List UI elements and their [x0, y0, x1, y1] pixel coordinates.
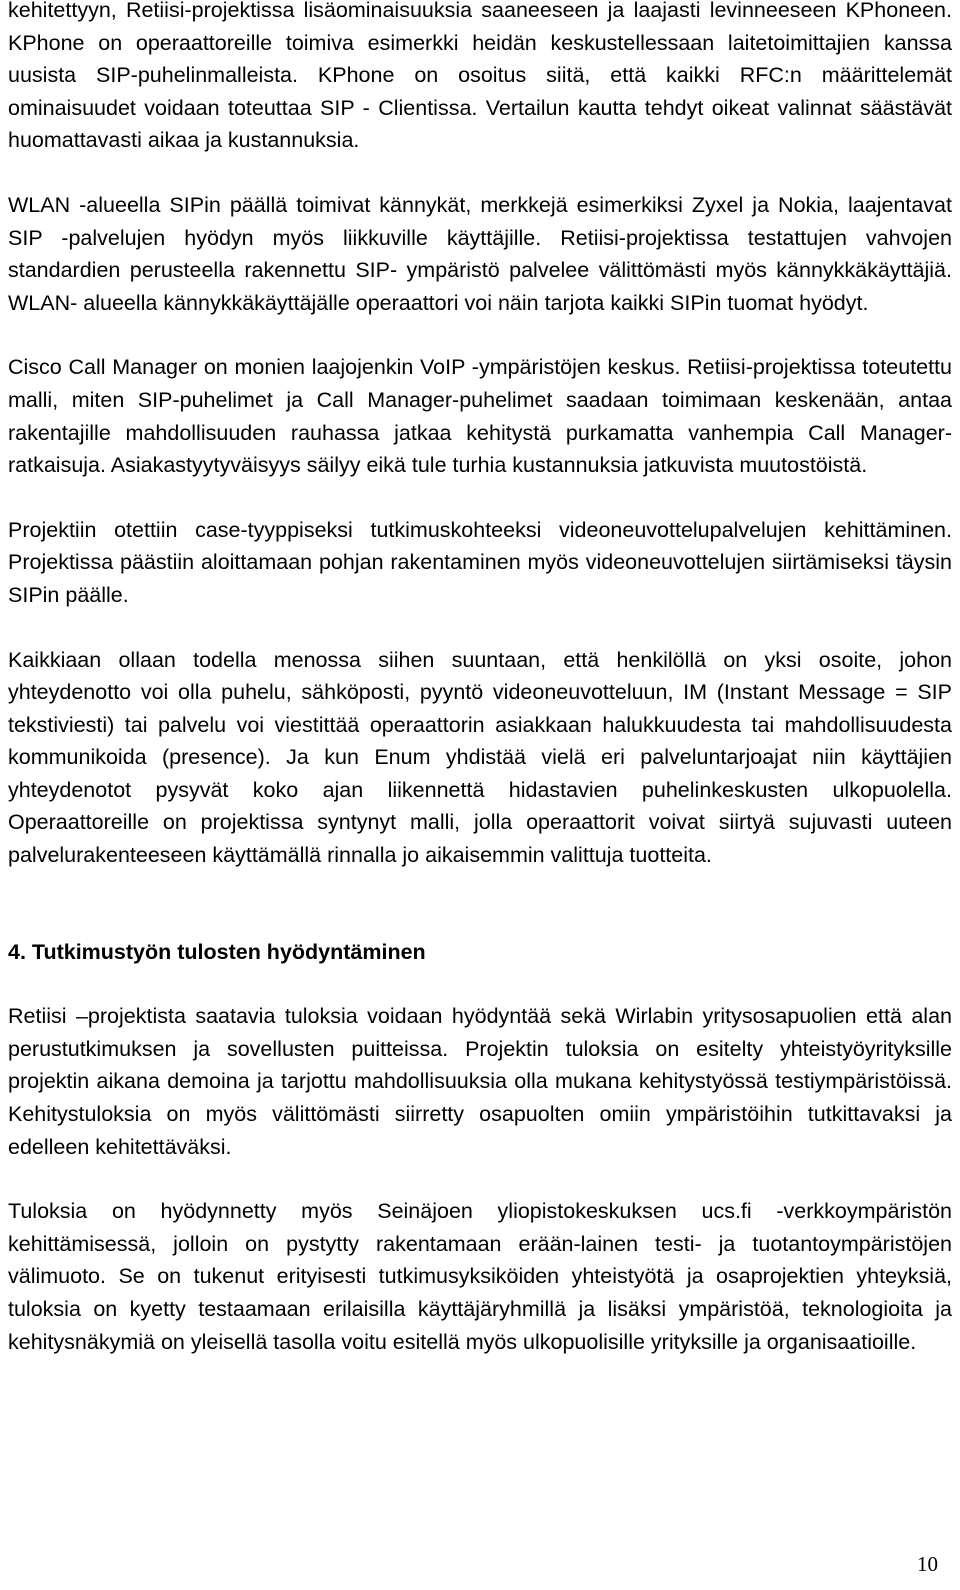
paragraph-cisco: Cisco Call Manager on monien laajojenkin VoIP -ympäristöjen keskus. Retiisi-projektissa toteutettu malli, miten SIP-puhelimet ja Call Manager-puhelimet saadaan toimimaan keskenään, antaa rakentajille mahdollisuuden rauhassa jatkaa kehitystä purkamatta vanhempia Call Manager-ratkaisuja. Asiakastyytyväisyys säilyy eikä tule turhia kustannuksia jatkuvista muutostöistä.	[8, 355, 952, 478]
paragraph-seinajoki: Tuloksia on hyödynnetty myös Seinäjoen yliopistokeskuksen ucs.fi -verkkoympäristön kehittämisessä, jolloin on pystytty rakentamaan erään-lainen testi- ja tuotantoympäristöjen välimuoto. Se on tukenut erityisesti tutkimusyksiköiden yhteistyötä ja osaprojektien yhteyksiä, tuloksia on kyetty testaamaan erilaisilla käyttäjäryhmillä ja lisäksi ympäristöä, teknologioita ja kehitysnäkymiä on yleisellä tasolla voitu esitellä myös ulkopuolisille yrityksille ja organisaatioille.	[8, 1199, 952, 1354]
page-number: 10	[917, 1552, 938, 1576]
paragraph-single-address: Kaikkiaan ollaan todella menossa siihen suuntaan, että henkilöllä on yksi osoite, johon yhteydenotto voi olla puhelu, sähköposti, pyyntö videoneuvotteluun, IM (Instant Message = SIP tekstiviesti) tai palvelu voi viestittää operaattorin asiakkaan halukkuudesta tai mahdollisuudesta kommunikoida (presence). Ja kun Enum yhdistää vielä eri palveluntarjoajat niin käyttäjien yhteydenotot pysyvät koko ajan liikennettä hidastavien puhelinkeskusten ulkopuolella. Operaattoreille on projektissa syntynyt malli, jolla operaattorit voivat siirtyä sujuvasti uuteen palvelurakenteeseen käyttämällä rinnalla jo aikaisemmin valittuja tuotteita.	[8, 647, 952, 868]
paragraph-wlan: WLAN -alueella SIPin päällä toimivat kännykät, merkkejä esimerkiksi Zyxel ja Nokia, laajentavat SIP -palvelujen hyödyn myös liikkuville käyttäjille. Retiisi-projektissa testattujen vahvojen standardien perusteella rakennettu SIP- ympäristö palvelee välittömästi myös kännykkäkäyttäjiä. WLAN- alueella kännykkäkäyttäjälle operaattori voi näin tarjota kaikki SIPin tuomat hyödyt.	[8, 192, 952, 315]
section-heading: 4. Tutkimustyön tulosten hyödyntäminen	[8, 939, 426, 964]
paragraph-results-utilization: Retiisi –projektista saatavia tuloksia voidaan hyödyntää sekä Wirlabin yritysosapuolien että alan perustutkimuksen ja sovellusten puitteissa. Projektin tuloksia on esitelty yhteistyöyrityksille projektin aikana demoina ja tarjottu mahdollisuuksia olla mukana kehitystyössä testiympäristöissä. Kehitystuloksia on myös välittömästi siirretty osapuolten omiin ympäristöihin tutkittavaksi ja edelleen kehitettäväksi.	[8, 1004, 952, 1159]
paragraph-kphone: kehitettyyn, Retiisi-projektissa lisäominaisuuksia saaneeseen ja laajasti levinneeseen KPhoneen. KPhone on operaattoreille toimiva esimerkki heidän keskustellessaan laitetoimittajien kanssa uusista SIP-puhelinmalleista. KPhone on osoitus siitä, että kaikki RFC:n määrittelemät ominaisuudet voidaan toteuttaa SIP - Clientissa. Vertailun kautta tehdyt oikeat valinnat säästävät huomattavasti aikaa ja kustannuksia.	[8, 0, 952, 153]
paragraph-video-conferencing: Projektiin otettiin case-tyyppiseksi tutkimuskohteeksi videoneuvottelupalvelujen kehittäminen. Projektissa päästiin aloittamaan pohjan rakentaminen myös videoneuvottelujen siirtämiseksi täysin SIPin päälle.	[8, 517, 952, 607]
document-page	[8, 0, 952, 1358]
